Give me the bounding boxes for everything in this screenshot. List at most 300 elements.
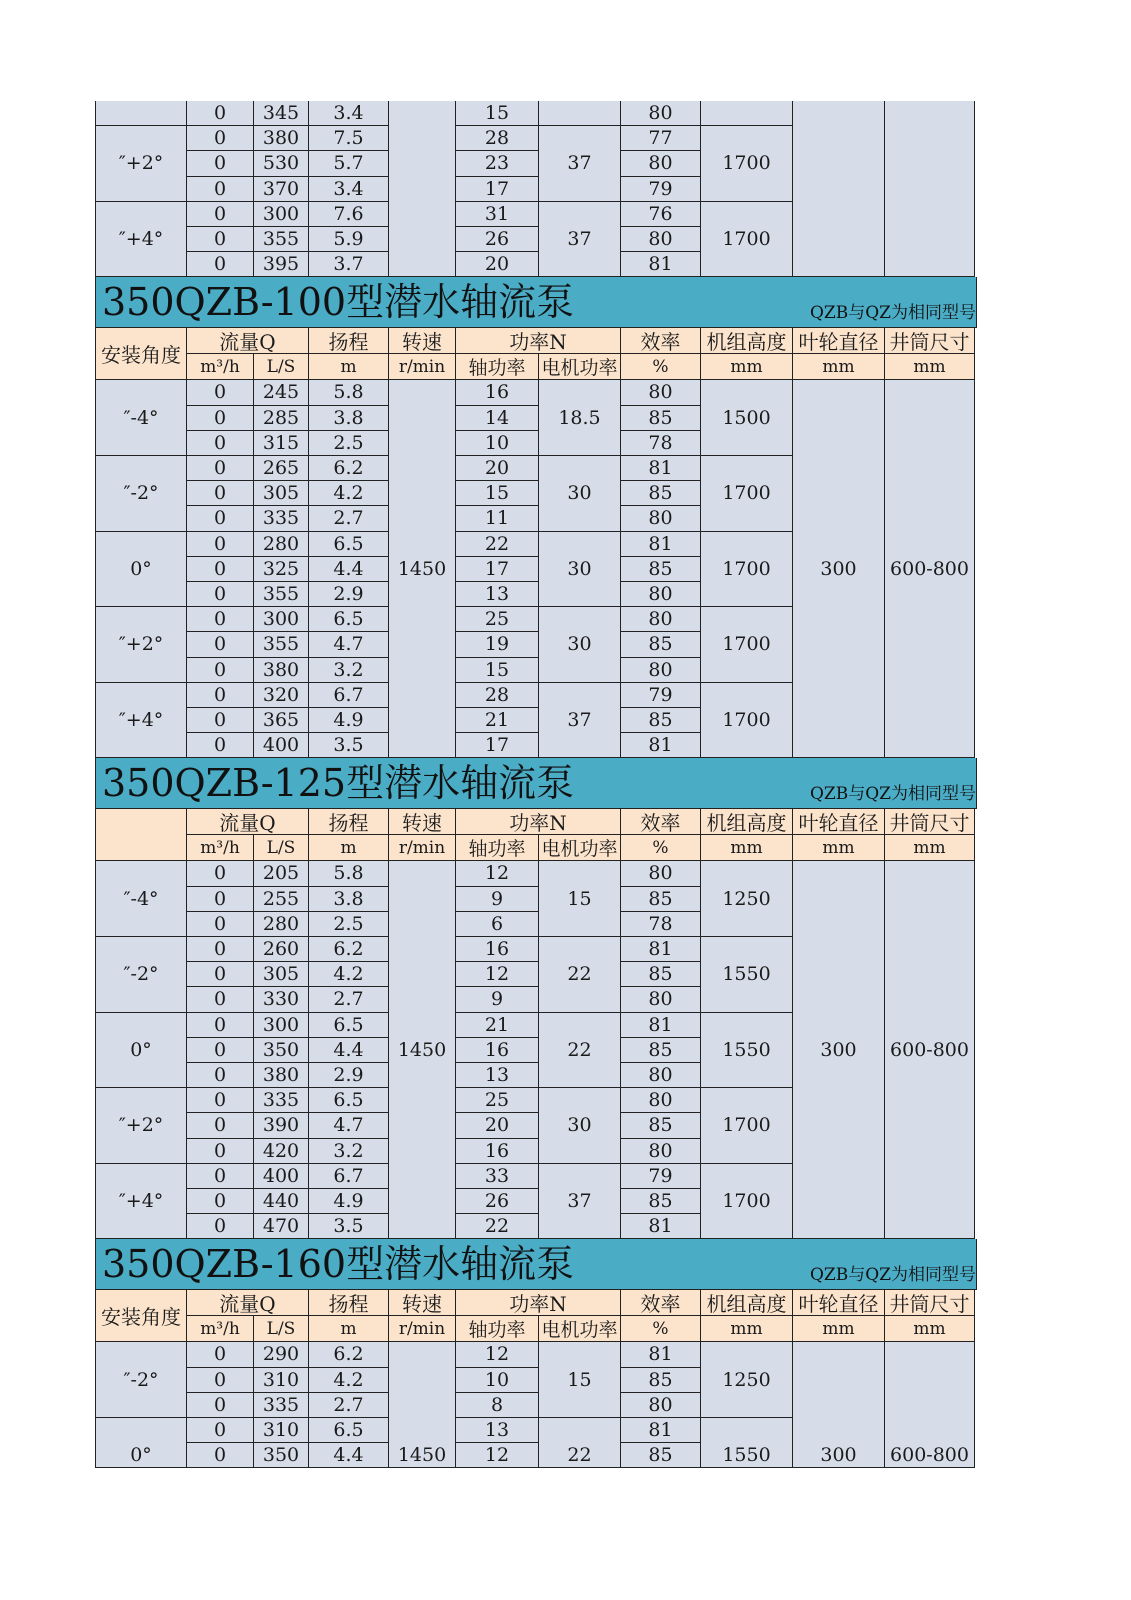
head-cell: 6.2 [309,1342,389,1367]
angle-cell: ″-2° [95,937,187,1013]
head-cell: 4.2 [309,1368,389,1393]
flow-m3h-cell: 0 [187,1088,254,1113]
flow-ls-cell: 395 [254,252,309,277]
angle-cell: ″+2° [95,1088,187,1164]
head-cell: 4.2 [309,962,389,987]
header-unit-height: 机组高度 [701,809,793,835]
header-unit: m [309,835,389,861]
efficiency-cell: 85 [621,1443,701,1468]
head-cell: 3.4 [309,177,389,202]
efficiency-cell: 79 [621,1164,701,1189]
angle-cell: ″+4° [95,683,187,759]
motor-power-cell: 30 [539,456,621,532]
flow-m3h-cell: 0 [187,481,254,506]
flow-m3h-cell: 0 [187,202,254,227]
angle-cell [95,101,187,126]
unit-height-cell: 1550 [701,1418,793,1468]
efficiency-cell: 80 [621,1088,701,1113]
pump-model-title: 350QZB-160型潜水轴流泵 [102,1242,575,1287]
flow-ls-cell: 255 [254,887,309,912]
flow-ls-cell: 365 [254,708,309,733]
motor-power-cell: 15 [539,1342,621,1418]
flow-ls-cell: 320 [254,683,309,708]
head-cell: 3.5 [309,1214,389,1239]
head-cell: 2.5 [309,431,389,456]
shaft-power-cell: 13 [456,1063,539,1088]
flow-m3h-cell: 0 [187,506,254,531]
angle-cell: ″-2° [95,1342,187,1418]
flow-m3h-cell: 0 [187,1189,254,1214]
impeller-cell: 300 [793,380,885,758]
header-unit: 电机功率 [539,1316,621,1342]
flow-m3h-cell: 0 [187,1139,254,1164]
flow-m3h-cell: 0 [187,607,254,632]
shaft-power-cell: 33 [456,1164,539,1189]
shaft-power-cell: 16 [456,1139,539,1164]
head-cell: 7.5 [309,126,389,151]
header-unit: mm [793,835,885,861]
efficiency-cell: 81 [621,1342,701,1367]
well-cell: 600-800 [885,380,975,758]
shaft-power-cell: 17 [456,733,539,758]
flow-m3h-cell: 0 [187,252,254,277]
header-angle: 安装角度 [95,328,187,380]
flow-ls-cell: 380 [254,126,309,151]
head-cell: 3.2 [309,658,389,683]
head-cell: 6.7 [309,1164,389,1189]
head-cell: 3.8 [309,406,389,431]
header-unit: mm [701,835,793,861]
shaft-power-cell: 15 [456,101,539,126]
flow-ls-cell: 245 [254,380,309,405]
flow-m3h-cell: 0 [187,937,254,962]
header-power: 功率N [456,1290,621,1316]
flow-ls-cell: 315 [254,431,309,456]
section-title-bar [95,1239,977,1290]
head-cell: 4.4 [309,1443,389,1468]
pump-model-title: 350QZB-100型潜水轴流泵 [102,280,575,325]
unit-height-cell: 1700 [701,683,793,759]
header-unit: r/min [389,835,456,861]
head-cell: 7.6 [309,202,389,227]
efficiency-cell: 81 [621,252,701,277]
header-unit: L/S [254,835,309,861]
efficiency-cell: 81 [621,1013,701,1038]
shaft-power-cell: 10 [456,1368,539,1393]
head-cell: 6.5 [309,532,389,557]
shaft-power-cell: 20 [456,456,539,481]
head-cell: 5.9 [309,227,389,252]
flow-m3h-cell: 0 [187,1368,254,1393]
flow-ls-cell: 355 [254,582,309,607]
angle-cell: 0° [95,532,187,608]
shaft-power-cell: 23 [456,151,539,176]
shaft-power-cell: 25 [456,1088,539,1113]
shaft-power-cell: 17 [456,557,539,582]
head-cell: 5.8 [309,861,389,886]
flow-ls-cell: 345 [254,101,309,126]
angle-cell: ″+4° [95,202,187,278]
header-angle [95,809,187,861]
header-flow: 流量Q [187,809,309,835]
motor-power-cell: 30 [539,607,621,683]
flow-m3h-cell: 0 [187,987,254,1012]
head-cell: 5.7 [309,151,389,176]
motor-power-cell: 15 [539,861,621,937]
header-unit: m [309,1316,389,1342]
header-unit: mm [885,354,975,380]
flow-m3h-cell: 0 [187,962,254,987]
flow-ls-cell: 355 [254,227,309,252]
efficiency-cell: 85 [621,481,701,506]
shaft-power-cell: 12 [456,1342,539,1367]
efficiency-cell: 85 [621,557,701,582]
flow-ls-cell: 400 [254,1164,309,1189]
efficiency-cell: 85 [621,708,701,733]
header-unit: mm [885,1316,975,1342]
unit-height-cell: 1700 [701,532,793,608]
header-unit: r/min [389,1316,456,1342]
head-cell: 2.7 [309,987,389,1012]
shaft-power-cell: 9 [456,987,539,1012]
flow-m3h-cell: 0 [187,1038,254,1063]
shaft-power-cell: 15 [456,481,539,506]
well-cell: 600-800 [885,861,975,1239]
flow-ls-cell: 390 [254,1113,309,1138]
head-cell: 6.5 [309,1088,389,1113]
header-unit: L/S [254,354,309,380]
header-unit: mm [793,354,885,380]
flow-ls-cell: 285 [254,406,309,431]
shaft-power-cell: 11 [456,506,539,531]
header-angle: 安装角度 [95,1290,187,1342]
impeller-cell [793,101,885,277]
head-cell: 3.5 [309,733,389,758]
head-cell: 4.7 [309,632,389,657]
efficiency-cell: 80 [621,861,701,886]
flow-m3h-cell: 0 [187,582,254,607]
efficiency-cell: 78 [621,431,701,456]
shaft-power-cell: 26 [456,227,539,252]
header-unit: % [621,354,701,380]
flow-ls-cell: 330 [254,987,309,1012]
efficiency-cell: 80 [621,1139,701,1164]
impeller-cell: 300 [793,861,885,1239]
head-cell: 6.5 [309,1418,389,1443]
header-flow: 流量Q [187,1290,309,1316]
head-cell: 3.8 [309,887,389,912]
shaft-power-cell: 28 [456,683,539,708]
header-head: 扬程 [309,328,389,354]
head-cell: 3.4 [309,101,389,126]
header-unit: % [621,1316,701,1342]
motor-power-cell: 37 [539,683,621,759]
efficiency-cell: 80 [621,227,701,252]
efficiency-cell: 80 [621,1393,701,1418]
angle-cell: 0° [95,1418,187,1468]
head-cell: 4.2 [309,481,389,506]
efficiency-cell: 80 [621,380,701,405]
efficiency-cell: 80 [621,582,701,607]
motor-power-cell: 30 [539,1088,621,1164]
angle-cell: ″-2° [95,456,187,532]
motor-power-cell: 37 [539,126,621,202]
header-power: 功率N [456,328,621,354]
shaft-power-cell: 12 [456,861,539,886]
shaft-power-cell: 21 [456,1013,539,1038]
header-unit: L/S [254,1316,309,1342]
well-cell: 600-800 [885,1342,975,1468]
flow-ls-cell: 290 [254,1342,309,1367]
header-unit: 电机功率 [539,354,621,380]
header-unit: mm [793,1316,885,1342]
header-unit: m³/h [187,354,254,380]
header-speed: 转速 [389,809,456,835]
header-impeller: 叶轮直径 [793,328,885,354]
header-unit: mm [701,354,793,380]
shaft-power-cell: 20 [456,252,539,277]
head-cell: 4.7 [309,1113,389,1138]
efficiency-cell: 85 [621,1368,701,1393]
shaft-power-cell: 16 [456,937,539,962]
flow-ls-cell: 310 [254,1368,309,1393]
header-unit: r/min [389,354,456,380]
speed-cell: 1450 [389,1342,456,1468]
shaft-power-cell: 13 [456,1418,539,1443]
section-title-bar [95,277,977,328]
speed-cell: 1450 [389,861,456,1239]
flow-ls-cell: 350 [254,1443,309,1468]
shaft-power-cell: 9 [456,887,539,912]
unit-height-cell: 1700 [701,456,793,532]
unit-height-cell: 1250 [701,861,793,937]
head-cell: 2.9 [309,582,389,607]
header-unit: 轴功率 [456,1316,539,1342]
shaft-power-cell: 28 [456,126,539,151]
motor-power-cell: 22 [539,937,621,1013]
efficiency-cell: 85 [621,1113,701,1138]
header-efficiency: 效率 [621,809,701,835]
unit-height-cell [701,101,793,126]
shaft-power-cell: 16 [456,1038,539,1063]
header-unit: 电机功率 [539,835,621,861]
head-cell: 4.9 [309,708,389,733]
angle-cell: 0° [95,1013,187,1089]
flow-m3h-cell: 0 [187,1164,254,1189]
unit-height-cell: 1250 [701,1342,793,1418]
efficiency-cell: 85 [621,1038,701,1063]
header-power: 功率N [456,809,621,835]
flow-m3h-cell: 0 [187,177,254,202]
flow-m3h-cell: 0 [187,861,254,886]
header-unit: 轴功率 [456,354,539,380]
flow-m3h-cell: 0 [187,708,254,733]
unit-height-cell: 1700 [701,1088,793,1164]
efficiency-cell: 81 [621,733,701,758]
efficiency-cell: 80 [621,607,701,632]
header-speed: 转速 [389,328,456,354]
flow-m3h-cell: 0 [187,557,254,582]
efficiency-cell: 85 [621,887,701,912]
efficiency-cell: 79 [621,177,701,202]
efficiency-cell: 85 [621,1189,701,1214]
efficiency-cell: 80 [621,1063,701,1088]
shaft-power-cell: 17 [456,177,539,202]
header-unit: 轴功率 [456,835,539,861]
flow-m3h-cell: 0 [187,733,254,758]
efficiency-cell: 80 [621,101,701,126]
efficiency-cell: 76 [621,202,701,227]
shaft-power-cell: 6 [456,912,539,937]
flow-m3h-cell: 0 [187,151,254,176]
flow-ls-cell: 380 [254,1063,309,1088]
header-unit: m³/h [187,1316,254,1342]
shaft-power-cell: 20 [456,1113,539,1138]
header-unit: m³/h [187,835,254,861]
flow-ls-cell: 205 [254,861,309,886]
shaft-power-cell: 13 [456,582,539,607]
flow-m3h-cell: 0 [187,912,254,937]
flow-m3h-cell: 0 [187,1113,254,1138]
head-cell: 6.2 [309,937,389,962]
efficiency-cell: 81 [621,937,701,962]
header-unit: % [621,835,701,861]
unit-height-cell: 1700 [701,1164,793,1240]
flow-m3h-cell: 0 [187,1443,254,1468]
shaft-power-cell: 31 [456,202,539,227]
header-well: 井筒尺寸 [885,809,975,835]
angle-cell: ″+4° [95,1164,187,1240]
header-efficiency: 效率 [621,328,701,354]
angle-cell: ″-4° [95,380,187,456]
shaft-power-cell: 21 [456,708,539,733]
angle-cell: ″-4° [95,861,187,937]
head-cell: 4.9 [309,1189,389,1214]
header-unit-height: 机组高度 [701,1290,793,1316]
header-unit: mm [885,835,975,861]
shaft-power-cell: 19 [456,632,539,657]
shaft-power-cell: 25 [456,607,539,632]
header-unit-height: 机组高度 [701,328,793,354]
head-cell: 6.2 [309,456,389,481]
flow-m3h-cell: 0 [187,126,254,151]
flow-ls-cell: 300 [254,202,309,227]
unit-height-cell: 1500 [701,380,793,456]
speed-cell: 1450 [389,380,456,758]
flow-ls-cell: 530 [254,151,309,176]
unit-height-cell: 1550 [701,1013,793,1089]
flow-ls-cell: 280 [254,532,309,557]
flow-m3h-cell: 0 [187,101,254,126]
efficiency-cell: 80 [621,506,701,531]
efficiency-cell: 79 [621,683,701,708]
shaft-power-cell: 10 [456,431,539,456]
header-well: 井筒尺寸 [885,1290,975,1316]
header-flow: 流量Q [187,328,309,354]
flow-m3h-cell: 0 [187,632,254,657]
model-note: QZB与QZ为相同型号 [810,303,976,324]
header-unit: mm [701,1316,793,1342]
efficiency-cell: 81 [621,1214,701,1239]
efficiency-cell: 77 [621,126,701,151]
shaft-power-cell: 15 [456,658,539,683]
motor-power-cell: 30 [539,532,621,608]
head-cell: 4.4 [309,1038,389,1063]
head-cell: 2.5 [309,912,389,937]
angle-cell: ″+2° [95,126,187,202]
well-cell [885,101,975,277]
flow-ls-cell: 305 [254,962,309,987]
pump-model-title: 350QZB-125型潜水轴流泵 [102,761,575,806]
motor-power-cell: 37 [539,1164,621,1240]
flow-ls-cell: 335 [254,1088,309,1113]
unit-height-cell: 1550 [701,937,793,1013]
unit-height-cell: 1700 [701,126,793,202]
flow-m3h-cell: 0 [187,532,254,557]
motor-power-cell: 18.5 [539,380,621,456]
shaft-power-cell: 14 [456,406,539,431]
shaft-power-cell: 12 [456,1443,539,1468]
header-head: 扬程 [309,809,389,835]
shaft-power-cell: 22 [456,1214,539,1239]
head-cell: 6.7 [309,683,389,708]
head-cell: 2.7 [309,506,389,531]
head-cell: 4.4 [309,557,389,582]
model-note: QZB与QZ为相同型号 [810,784,976,805]
flow-m3h-cell: 0 [187,1013,254,1038]
efficiency-cell: 85 [621,632,701,657]
flow-ls-cell: 350 [254,1038,309,1063]
head-cell: 5.8 [309,380,389,405]
flow-m3h-cell: 0 [187,1393,254,1418]
flow-m3h-cell: 0 [187,456,254,481]
shaft-power-cell: 16 [456,380,539,405]
flow-m3h-cell: 0 [187,1063,254,1088]
efficiency-cell: 80 [621,987,701,1012]
efficiency-cell: 80 [621,658,701,683]
flow-m3h-cell: 0 [187,1342,254,1367]
flow-ls-cell: 355 [254,632,309,657]
flow-ls-cell: 265 [254,456,309,481]
flow-m3h-cell: 0 [187,887,254,912]
flow-ls-cell: 300 [254,607,309,632]
head-cell: 3.7 [309,252,389,277]
header-well: 井筒尺寸 [885,328,975,354]
shaft-power-cell: 26 [456,1189,539,1214]
motor-power-cell [539,101,621,126]
flow-ls-cell: 380 [254,658,309,683]
flow-ls-cell: 310 [254,1418,309,1443]
flow-m3h-cell: 0 [187,227,254,252]
motor-power-cell: 22 [539,1013,621,1089]
flow-ls-cell: 370 [254,177,309,202]
flow-ls-cell: 335 [254,1393,309,1418]
shaft-power-cell: 8 [456,1393,539,1418]
flow-ls-cell: 420 [254,1139,309,1164]
motor-power-cell: 22 [539,1418,621,1468]
header-head: 扬程 [309,1290,389,1316]
header-speed: 转速 [389,1290,456,1316]
flow-ls-cell: 470 [254,1214,309,1239]
efficiency-cell: 85 [621,406,701,431]
flow-ls-cell: 260 [254,937,309,962]
flow-m3h-cell: 0 [187,1214,254,1239]
shaft-power-cell: 22 [456,532,539,557]
motor-power-cell: 37 [539,202,621,278]
head-cell: 2.7 [309,1393,389,1418]
head-cell: 2.9 [309,1063,389,1088]
angle-cell: ″+2° [95,607,187,683]
